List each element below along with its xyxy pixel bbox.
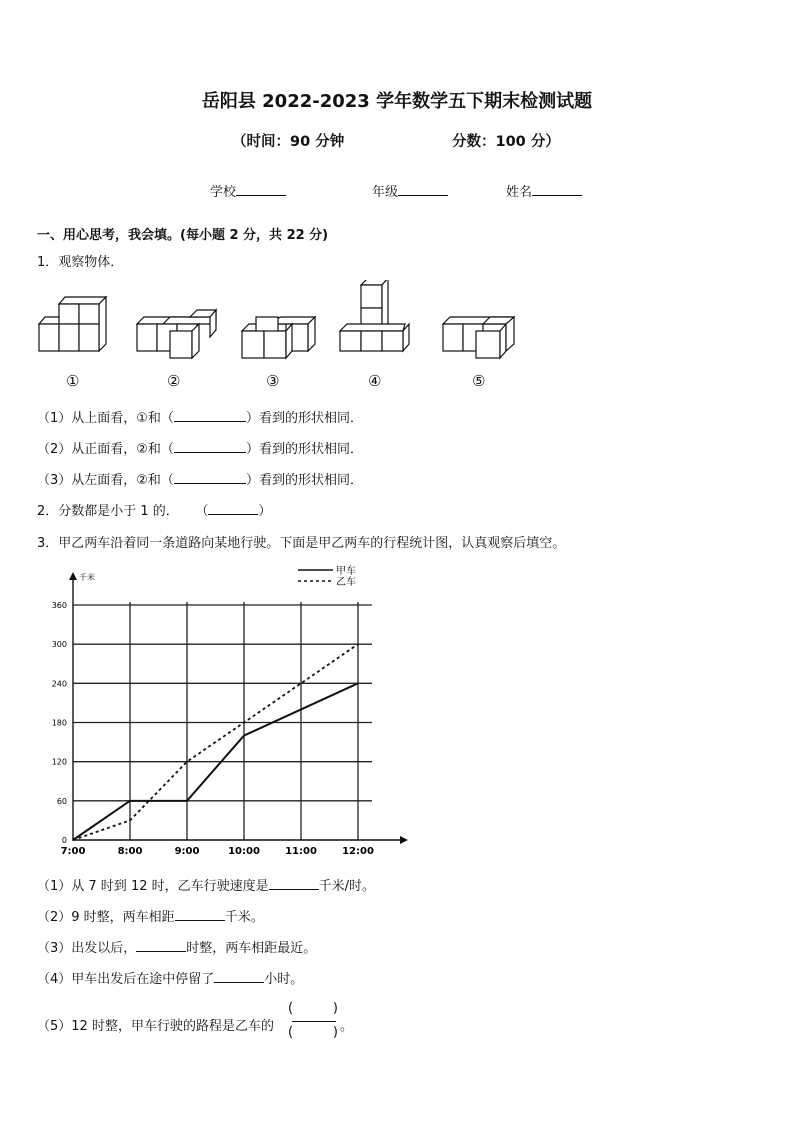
series-2-point (357, 643, 359, 645)
q2-answer-blank[interactable] (208, 502, 258, 515)
school-field[interactable] (210, 181, 286, 200)
y-tick-label: 240 (51, 679, 67, 689)
q3-sub3-tail: 时整，两车相距最近。 (186, 941, 317, 956)
q1-sub3-answer-blank[interactable] (174, 471, 246, 484)
q3-sub2-tail: 千米。 (224, 910, 264, 925)
school-blank[interactable] (236, 183, 286, 196)
figure-label-4: ④ (368, 372, 382, 390)
cube-figure-4 (340, 280, 409, 351)
q3-sub4-tail: 小时。 (264, 972, 304, 987)
q1-sub2-lead: （2）从正面看， (37, 442, 137, 457)
x-tick-label: 9:00 (174, 846, 200, 857)
q3-sub2-lead: （2）9 时整，两车相距 (37, 910, 175, 925)
q3-sub1 (37, 875, 375, 894)
q1-sub1-lead: （1）从上面看， (37, 411, 137, 426)
y-tick-label: 180 (51, 718, 67, 728)
q1-sub3-tail: ）看到的形状相同． (245, 473, 363, 488)
x-axis-arrow (400, 836, 408, 844)
figure-label-3: ③ (266, 372, 280, 390)
figure-label-5: ⑤ (472, 372, 486, 390)
q3-sub1-tail: 千米/时。 (318, 879, 376, 894)
q1-sub2 (37, 438, 363, 457)
q1-sub3-lead: （3）从左面看， (37, 473, 137, 488)
q1-stem: 1．观察物体． (37, 255, 124, 270)
legend-label-2: 乙车 (336, 577, 356, 588)
q1-sub1 (37, 407, 363, 426)
chart-ticks (52, 601, 374, 857)
y-tick-label: 360 (51, 601, 67, 610)
cube-figure-2 (137, 310, 216, 358)
q3-sub4 (37, 968, 303, 987)
y-tick-label: 300 (51, 640, 67, 650)
grade-label: 年级 (372, 185, 399, 200)
q1-sub3 (37, 469, 363, 488)
q3-sub2 (37, 906, 264, 925)
q1-sub2-ref: ②和（ (136, 442, 174, 457)
chart-legend (298, 565, 356, 588)
q1-sub2-answer-blank[interactable] (174, 440, 246, 453)
x-tick-label: 12:00 (342, 846, 374, 857)
y-axis-arrow (69, 572, 77, 580)
denominator-paren-close: ) (332, 1025, 338, 1040)
chart-lines (72, 643, 359, 840)
numerator-paren-close: ) (332, 1001, 338, 1016)
q3-sub1-answer-blank[interactable] (269, 877, 319, 890)
exam-score: 分数：100 分） (452, 134, 560, 150)
series-2-point (186, 761, 188, 763)
q3-sub5-fraction-blank[interactable] (288, 1001, 338, 1043)
series-1-point (357, 683, 359, 685)
page-title: 岳阳县 2022-2023 学年数学五下期末检测试题 (201, 91, 593, 112)
q3-sub5-lead: （5）12 时整，甲车行驶的路程是乙车的 (37, 1019, 274, 1034)
travel-chart (30, 560, 420, 860)
q3-sub4-answer-blank[interactable] (214, 970, 264, 983)
q1-sub1-answer-blank[interactable] (174, 409, 246, 422)
x-tick-label: 7:00 (60, 846, 86, 857)
figure-label-2: ② (167, 372, 181, 390)
figure-label-1: ① (66, 372, 80, 390)
q3-stem: 3．甲乙两车沿着同一条道路向某地行驶。下面是甲乙两车的行程统计图，认真观察后填空。 (37, 536, 566, 551)
q3-sub5-tail: 。 (340, 1019, 354, 1034)
chart-grid (73, 602, 372, 840)
x-tick-label: 11:00 (285, 846, 317, 857)
cube-figure-5 (443, 317, 514, 358)
q3-sub3 (37, 937, 316, 956)
series-1-point (186, 800, 188, 802)
series-1-point (243, 735, 245, 737)
x-tick-label: 8:00 (117, 846, 143, 857)
q1-sub3-ref: ②和（ (136, 473, 174, 488)
q2-paren-open: （ (195, 504, 209, 519)
section-heading: 一、用心思考，我会填。(每小题 2 分，共 22 分) (37, 228, 329, 243)
x-tick-label: 10:00 (228, 846, 260, 857)
q3-sub3-lead: （3）出发以后， (37, 941, 137, 956)
q3-sub1-lead: （1）从 7 时到 12 时，乙车行驶速度是 (37, 879, 269, 894)
q2-stem: 2．分数都是小于 1 的． (37, 504, 179, 519)
name-blank[interactable] (532, 183, 582, 196)
series-2-point (129, 820, 131, 822)
q1-sub1-ref: ①和（ (136, 411, 174, 426)
cube-figure-3 (242, 317, 315, 358)
name-label: 姓名 (506, 185, 533, 200)
q3-sub5 (37, 1015, 274, 1034)
fraction-bar (292, 1021, 336, 1022)
y-tick-label: 0 (61, 836, 67, 845)
denominator-paren-open: ( (288, 1025, 294, 1040)
name-field[interactable] (506, 181, 582, 200)
legend-label-1: 甲车 (336, 566, 356, 577)
q2-paren-close: ） (258, 504, 272, 519)
y-axis-label: 千米 (79, 573, 95, 582)
numerator-paren-open: ( (288, 1001, 294, 1016)
y-tick-label: 60 (56, 796, 67, 806)
q3-sub2-answer-blank[interactable] (175, 908, 225, 921)
q3-sub3-answer-blank[interactable] (136, 939, 186, 952)
exam-time: （时间：90 分钟 (232, 134, 345, 150)
q1-sub1-tail: ）看到的形状相同． (245, 411, 363, 426)
q1-sub2-tail: ）看到的形状相同． (245, 442, 363, 457)
grade-blank[interactable] (398, 183, 448, 196)
cube-figure-1 (39, 297, 106, 351)
chart-axes (69, 572, 408, 844)
q2 (37, 500, 271, 519)
q3-sub4-lead: （4）甲车出发后在途中停留了 (37, 972, 215, 987)
school-label: 学校 (210, 185, 237, 200)
cube-figures (30, 280, 530, 360)
series-2-point (72, 839, 74, 841)
y-tick-label: 120 (51, 757, 67, 767)
series-1-point (129, 800, 131, 802)
grade-field[interactable] (372, 181, 448, 200)
